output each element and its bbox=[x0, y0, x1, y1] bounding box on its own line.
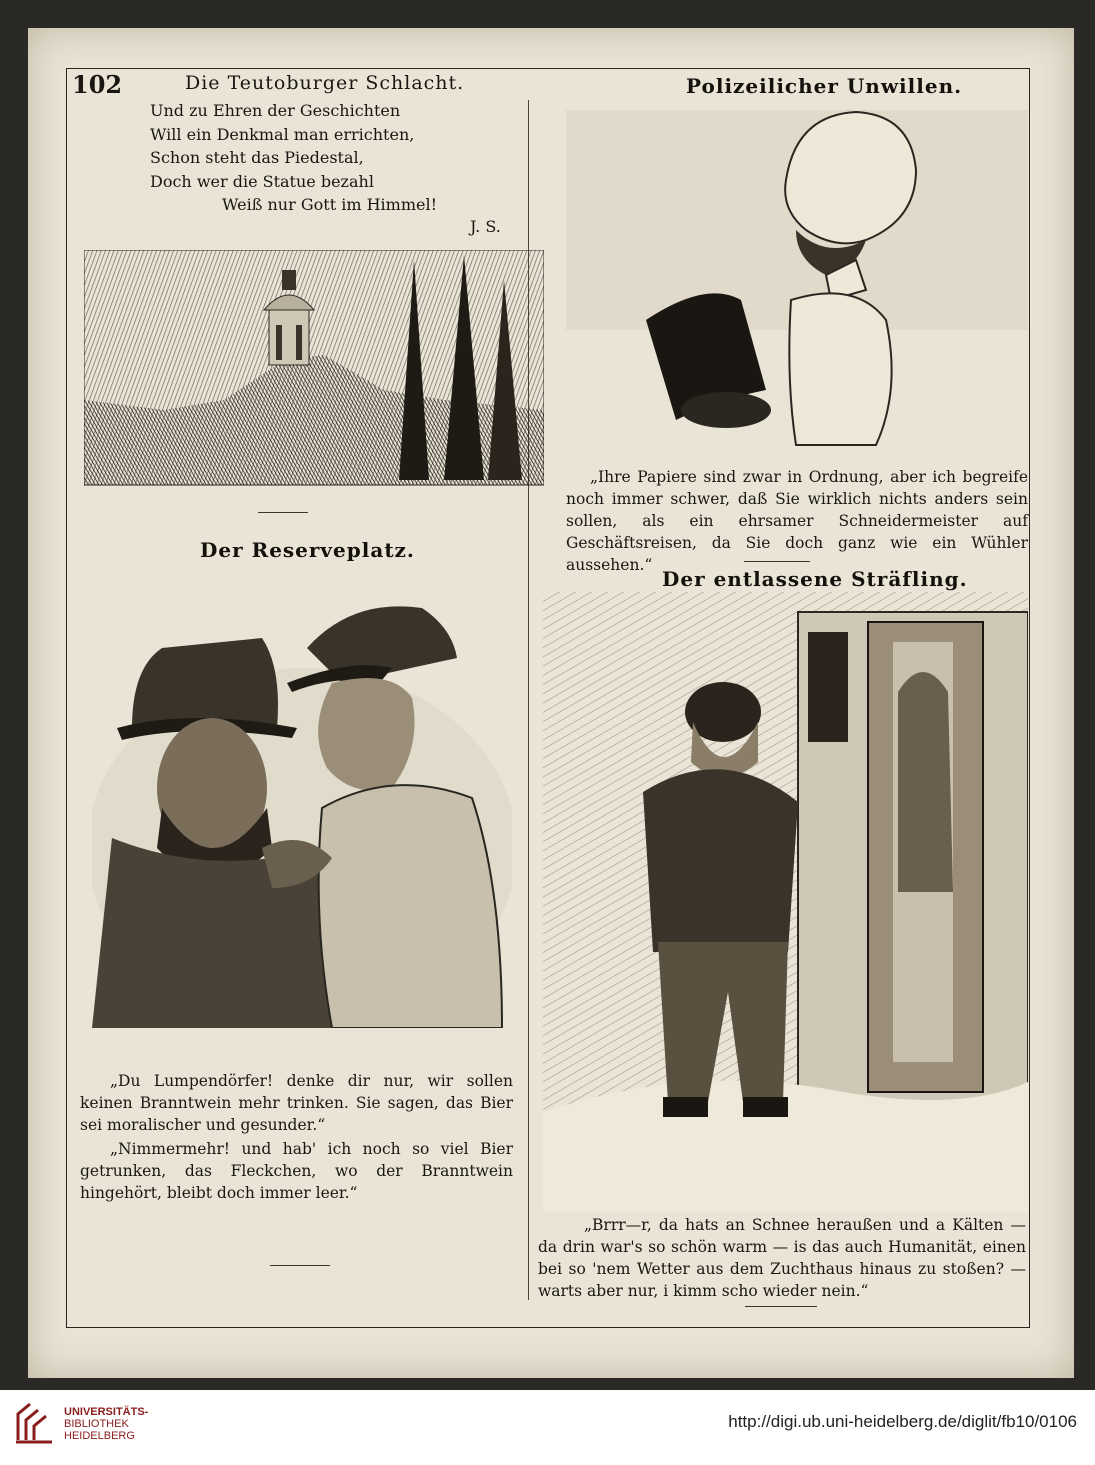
polizei-illustration bbox=[566, 100, 1028, 460]
reserveplatz-illustration bbox=[92, 588, 512, 1028]
monument-illustration bbox=[84, 250, 544, 490]
source-url-link[interactable]: http://digi.ub.uni-heidelberg.de/diglit/fb10/0106 bbox=[728, 1412, 1077, 1431]
library-name-line: HEIDELBERG bbox=[64, 1430, 135, 1442]
poem-line: Und zu Ehren der Geschichten bbox=[150, 101, 401, 120]
poem-line: Schon steht das Piedestal, bbox=[150, 148, 364, 167]
page-number: 102 bbox=[72, 70, 123, 99]
library-name bbox=[64, 1406, 148, 1442]
section-title-polizei: Polizeilicher Unwillen. bbox=[686, 74, 963, 98]
poem-signature: J. S. bbox=[470, 217, 501, 236]
library-name-line: UNIVERSITÄTS- bbox=[64, 1406, 149, 1418]
caption-paragraph: „Nimmermehr! und hab' ich noch so viel Bier getrunken, das Fleckchen, wo der Branntwein hingehört, bleibt doch immer leer.“ bbox=[80, 1140, 513, 1202]
poem-line: Weiß nur Gott im Himmel! bbox=[222, 195, 438, 214]
library-logo-icon bbox=[12, 1400, 56, 1446]
poem-line: Doch wer die Statue bezahl bbox=[150, 171, 374, 191]
library-name-line: BIBLIOTHEK bbox=[64, 1418, 129, 1430]
straefling-caption: „Brrr—r, da hats an Schnee heraußen und a Kälten — da drin war's so schön warm — is das auch Humanität, einen bei so 'nem Wetter aus dem Zuchthaus hinaus zu stoßen? — warts aber nur, i kimm scho wieder nein.“ bbox=[538, 1216, 1026, 1300]
polizei-caption: „Ihre Papiere sind zwar in Ordnung, aber ich begreife noch immer schwer, daß Sie wirklich nichts anders sein sollen, als ein ehrsamer Schneidermeister auf Geschäftsreisen, da Sie doch ganz wie ein Wühler aussehen.“ bbox=[566, 468, 1028, 574]
poem bbox=[150, 99, 437, 217]
caption-paragraph: „Du Lumpendörfer! denke dir nur, wir sollen keinen Branntwein mehr trinken. Sie sagen, das Bier sei moralischer und gesunder.“ bbox=[80, 1072, 513, 1134]
poem-line: Will ein Denkmal man errichten, bbox=[150, 124, 415, 144]
divider bbox=[745, 1306, 817, 1307]
footer-bar bbox=[0, 1390, 1095, 1465]
divider bbox=[258, 512, 308, 513]
reserveplatz-caption bbox=[80, 1070, 513, 1206]
section-title-reserveplatz: Der Reserveplatz. bbox=[200, 538, 415, 562]
divider bbox=[744, 561, 810, 562]
straefling-illustration bbox=[543, 592, 1028, 1212]
divider bbox=[270, 1265, 330, 1266]
section-title-straefling: Der entlassene Sträfling. bbox=[662, 567, 968, 591]
running-title: Die Teutoburger Schlacht. bbox=[185, 72, 465, 94]
